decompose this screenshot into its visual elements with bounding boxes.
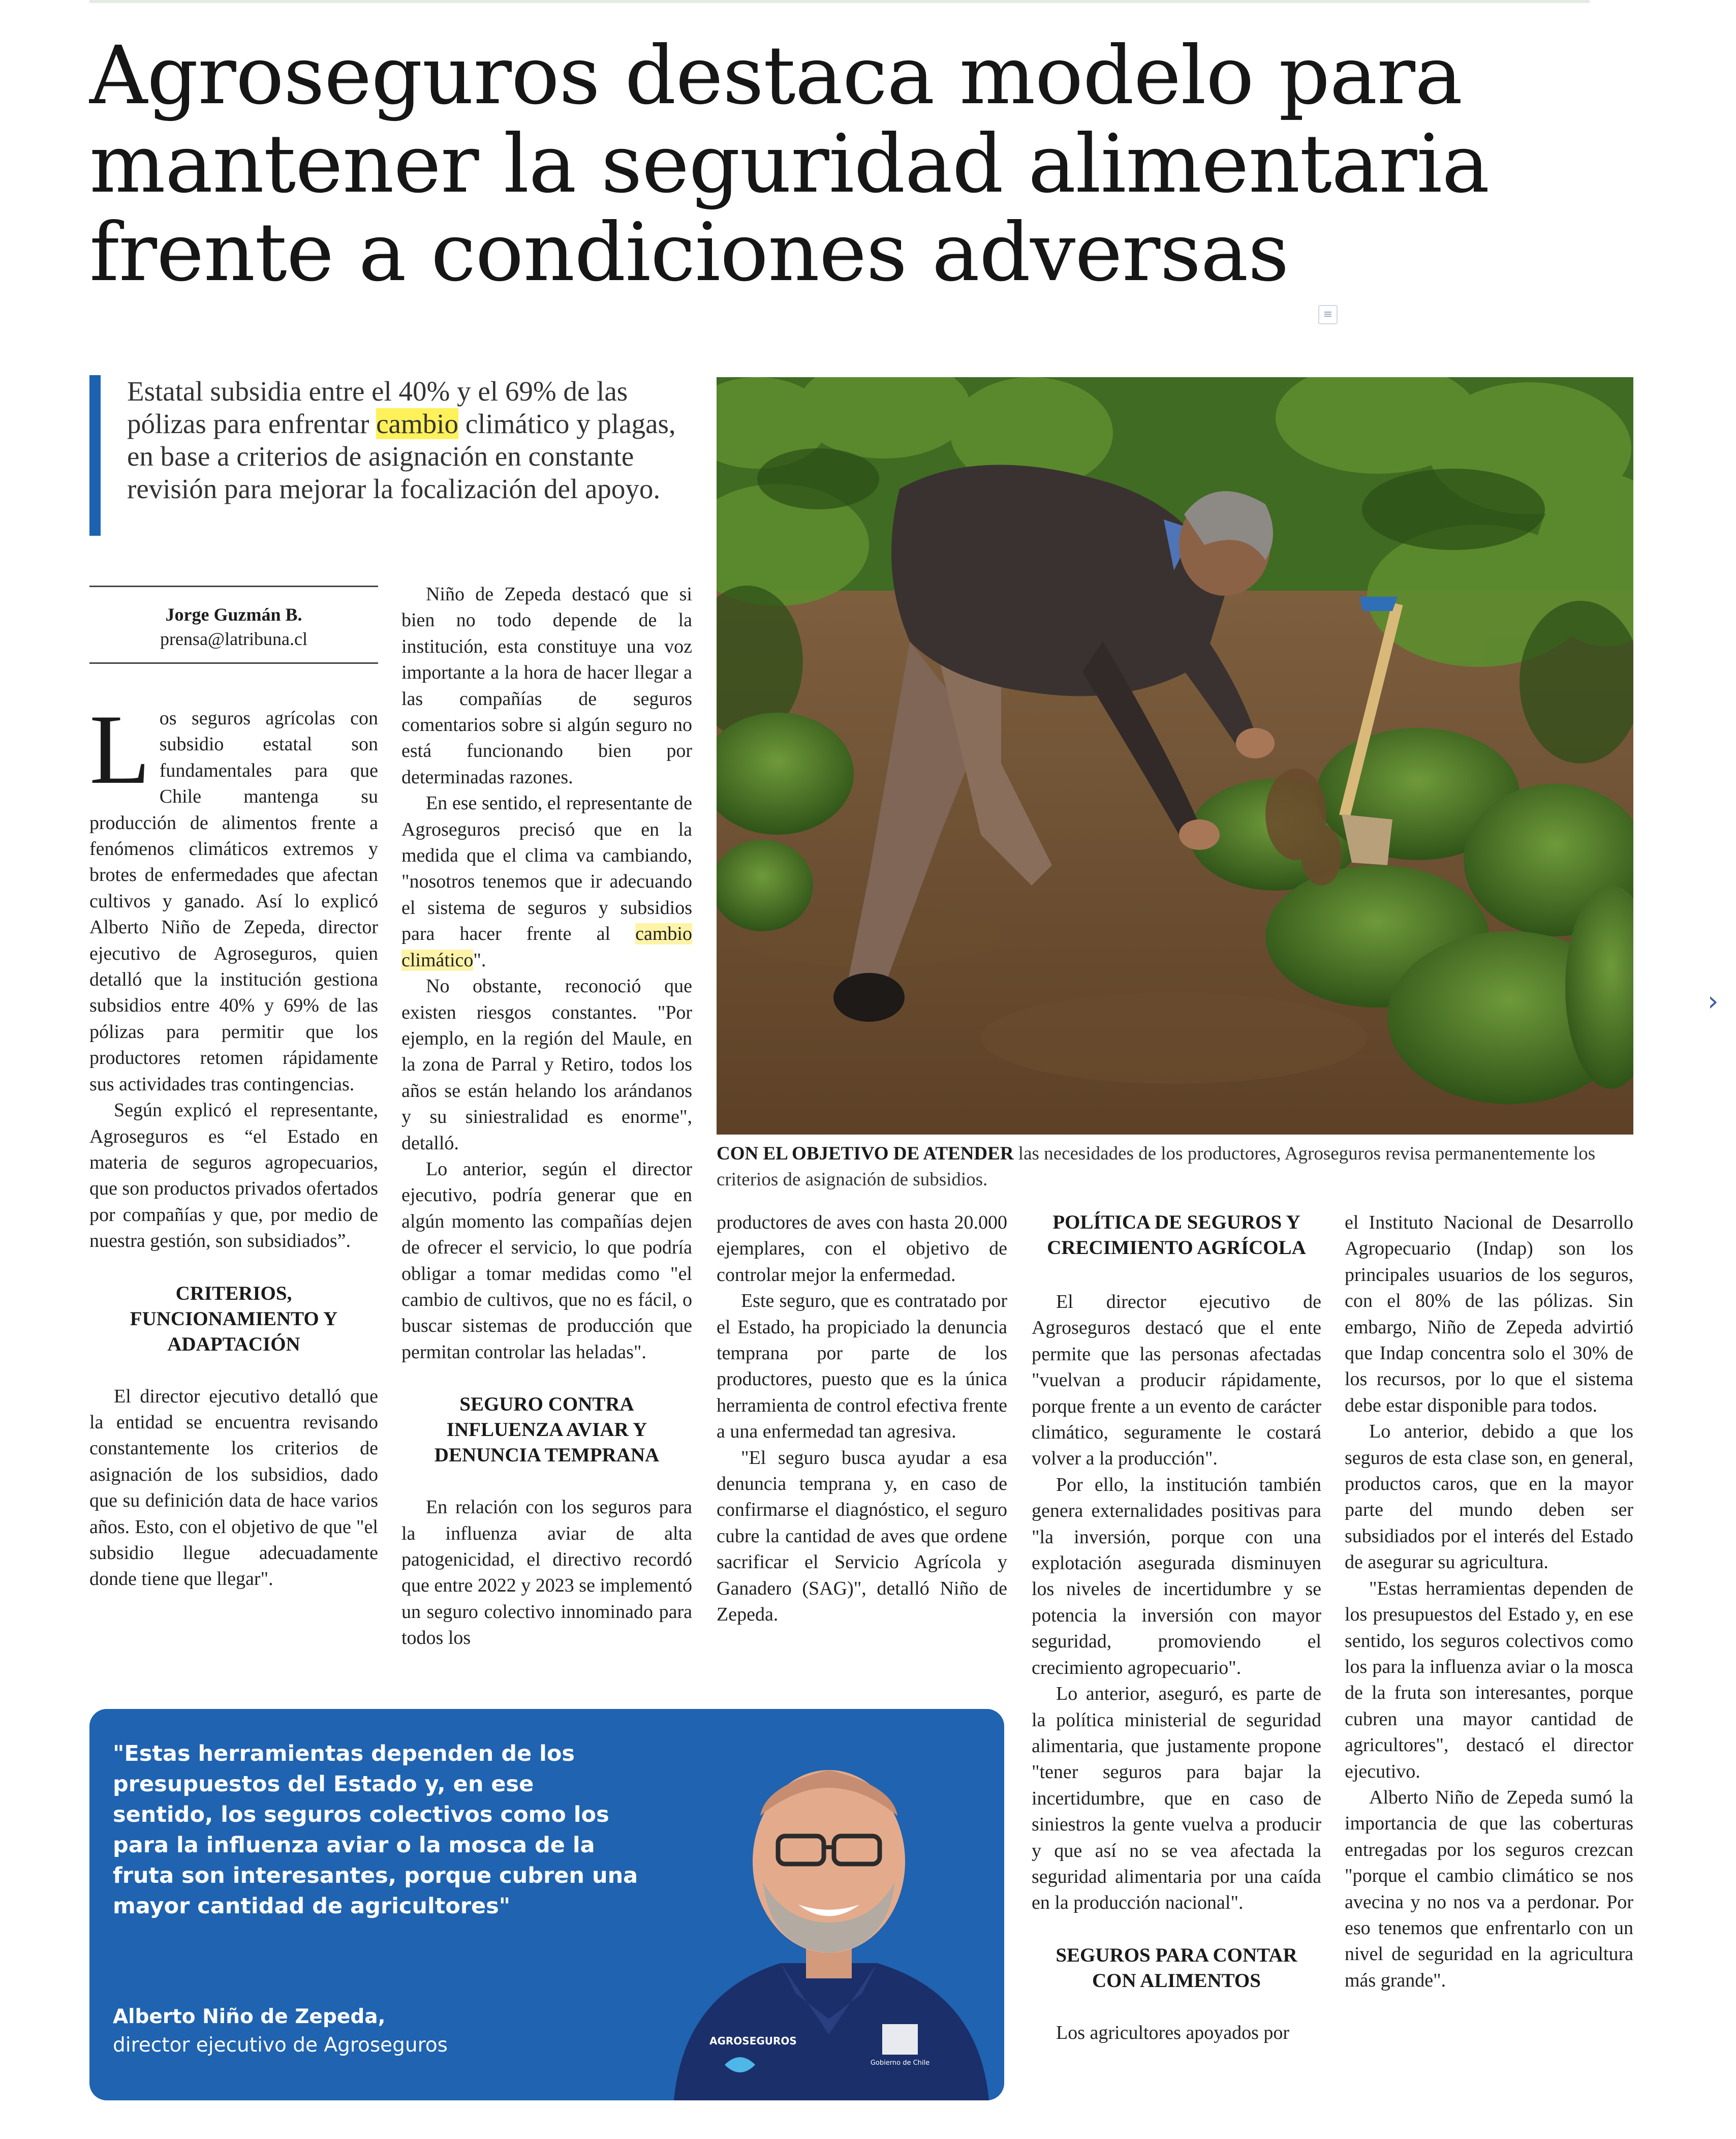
quote-role: director ejecutivo de Agroseguros: [113, 2034, 448, 2057]
caption-text: las necesidades de los productores, Agroseguros revisa permanentemente los criterios de asignación de subsidios.: [717, 1143, 1596, 1190]
byline-author: Jorge Guzmán B.: [165, 604, 302, 625]
paragraph: Niño de Zepeda destacó que si bien no todo depende de la institución, esta constituye una voz importante a la hora de hacer llegar a las compañías de seguros comentarios sobre si algún seguro no está funcionando bien por determinadas razones.: [401, 584, 692, 788]
paragraph: "El seguro busca ayudar a esa denuncia temprana y, en caso de confirmarse el diagnóstico, el seguro cubre la cantidad de aves que ordene sacrificar el Servicio Agrícola y Ganadero (SAG)", detalló Niño de Zepeda.: [717, 1447, 1007, 1626]
paragraph: Los agricultores apoyados por: [1056, 2022, 1290, 2043]
paragraph: Lo anterior, debido a que los seguros de esta clase son, en general, productos caros, que en la mayor parte del mundo deben ser subsidiados por el interés del Estado de asegurar su agricultura.: [1345, 1421, 1633, 1573]
paragraph: "Estas herramientas dependen de los presupuestos del Estado y, en ese sentido, los seguros colectivos como los para la influenza aviar o la mosca de la fruta son interesantes, porque cubren una mayor cantidad de agricultores", destacó el director ejecutivo.: [1345, 1577, 1633, 1782]
quote-author: Alberto Niño de Zepeda,: [113, 2005, 386, 2028]
government-badge-text: Gobierno de Chile: [870, 2059, 930, 2067]
chevron-right-icon[interactable]: ›: [1708, 985, 1719, 1017]
farmer-photo: [717, 377, 1633, 1135]
paragraph: En relación con los seguros para la influenza aviar de alta patogenicidad, el directivo recordó que entre 2022 y 2023 se implementó un seguro colectivo innominado para todos los: [401, 1496, 692, 1649]
paragraph: En ese sentido, el representante de Agroseguros precisó que en la medida que el clima va cambiando, "nosotros tenemos que ir adecuando el sistema de seguros y subsidios para hacer frente al cambio climático".: [401, 792, 692, 971]
article-column-1: [89, 694, 378, 1593]
headline: Agroseguros destaca modelo para mantener la seguridad alimentaria frente a condiciones adversas: [89, 29, 1490, 299]
paragraph: Por ello, la institución también genera externalidades positivas para "la inversión, porque con una explotación asegurada disminuyen los niveles de incertidumbre y se potencia la inversión con mayor seguridad, promoviendo el crecimiento agropecuario".: [1032, 1474, 1321, 1678]
paragraph: Este seguro, que es contratado por el Estado, ha propiciado la denuncia temprana por parte de los productores, puesto que es la única herramienta de control efectiva frente a una enfermedad tan agresiva.: [717, 1290, 1007, 1443]
paragraph: Según explicó el representante, Agroseguros es “el Estado en materia de seguros agropecuarios, que son productos privados ofertados por compañías y que, por medio de nuestra gestión, son subsidiados”.: [89, 1099, 378, 1252]
paragraph: El director ejecutivo detalló que la entidad se encuentra revisando constantemente los criterios de asignación de los subsidios, dado que su definición data de hace varios años. Esto, con el objetivo de que "el subsidio llegue adecuadamente donde tiene que llegar".: [89, 1385, 378, 1590]
lead-text-before: Estatal subsidia entre el 40% y el 69% de las pólizas para enfrentar: [127, 376, 628, 439]
subheading: CRITERIOS, FUNCIONAMIENTO Y ADAPTACIÓN: [130, 1282, 338, 1355]
top-rule: [89, 0, 1590, 3]
byline-email: prensa@latribuna.cl: [160, 629, 308, 649]
article-column-2: [401, 582, 692, 1652]
article-column-3: [717, 1210, 1007, 1628]
farmer-photo-illustration: [717, 377, 1633, 1135]
article-column-5: [1345, 1210, 1633, 1994]
subheading: SEGUROS PARA CONTAR CON ALIMENTOS: [1056, 1944, 1297, 1992]
photo-caption: [717, 1141, 1636, 1193]
subheading: SEGURO CONTRA INFLUENZA AVIAR Y DENUNCIA TEMPRANA: [434, 1393, 660, 1466]
paragraph: Alberto Niño de Zepeda sumó la importancia de que las coberturas entregadas por los seguros crezcan "porque el cambio climático se nos avecina y no nos va a perdonar. Por eso tenemos que enfrentarlo con un nivel de seguridad en la agricultura más grande".: [1345, 1786, 1633, 1991]
paragraph: El director ejecutivo de Agroseguros destacó que el ente permite que las personas afectadas "vuelvan a producir rápidamente, porque frente a un evento de carácter climático, seguramente le costará volver a la producción".: [1032, 1291, 1321, 1470]
byline: [89, 586, 378, 664]
lead-highlight: cambio: [376, 408, 459, 439]
pull-quote-box: [89, 1709, 1004, 2100]
paragraph: No obstante, reconoció que existen riesgos constantes. "Por ejemplo, en la región del Maule, en la zona de Parral y Retiro, todos los años se están helando los arándanos y su siniestralidad es enorme", detalló.: [401, 975, 692, 1154]
paragraph: Lo anterior, aseguró, es parte de la política ministerial de seguridad alimentaria, que justamente propone "tener seguros para bajar la incertidumbre, que en caso de siniestros la gente vuelva a producir y que así no se vea afectada la seguridad alimentaria por una caída en la producción nacional".: [1032, 1683, 1321, 1914]
article-column-4: [1032, 1210, 1321, 2046]
jacket-logo-text: AGROSEGUROS: [709, 2035, 797, 2047]
drop-cap: L: [89, 694, 150, 805]
paragraph: Lo anterior, según el director ejecutivo, podría generar que en algún momento las compañías dejen de ofrecer el servicio, lo que podría obligar a tomar medidas como "el cambio de cultivos, que no es fácil, o buscar sistemas de producción que permitan controlar las heladas".: [401, 1158, 692, 1363]
paragraph: Los seguros agrícolas con subsidio estatal son fundamentales para que Chile mantenga su producción de alimentos frente a fenómenos climáticos extremos y brotes de enfermedades que afectan cultivos y ganado. Así lo explicó Alberto Niño de Zepeda, director ejecutivo de Agroseguros, quien detalló que la institución gestiona subsidios entre 40% y 69% de las pólizas para permitir que los productores retomen rápidamente sus actividades tras contingencias.: [89, 694, 378, 1095]
lead-paragraph: [89, 375, 694, 536]
caption-lead: CON EL OBJETIVO DE ATENDER: [717, 1143, 1014, 1164]
pull-quote-text: "Estas herramientas dependen de los presupuestos del Estado y, en ese sentido, los seguros colectivos como los para la influenza aviar o la mosca de la fruta son interesantes, porque cubren una mayor cantidad de agricultores": [113, 1741, 638, 1919]
subheading: POLÍTICA DE SEGUROS Y CRECIMIENTO AGRÍCOLA: [1047, 1211, 1306, 1259]
paragraph: productores de aves con hasta 20.000 ejemplares, con el objetivo de controlar mejor la enfermedad.: [717, 1212, 1007, 1286]
note-icon[interactable]: ≡: [1318, 305, 1338, 324]
portrait-photo: [654, 1709, 1004, 2100]
highlighted-text: cambio climático: [401, 923, 692, 971]
lead-text-after: climático y plagas, en base a criterios de asignación en constante revisión para mejorar la focalización del apoyo.: [127, 408, 676, 504]
paragraph: el Instituto Nacional de Desarrollo Agropecuario (Indap) son los principales usuarios de los seguros, con el 80% de las pólizas. Sin embargo, Niño de Zepeda advirtió que Indap concentra solo el 30% de los recursos, por lo que el sistema debe estar disponible para todos.: [1345, 1212, 1633, 1416]
